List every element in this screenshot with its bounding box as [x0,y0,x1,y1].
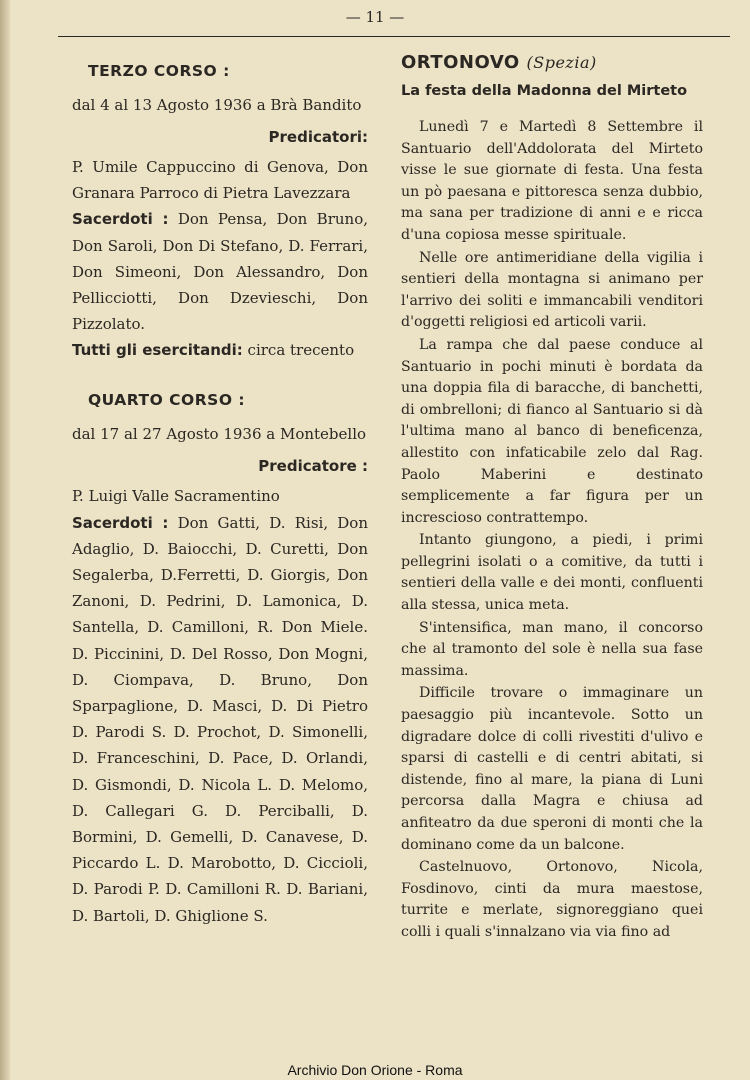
header-rule [58,36,730,37]
page-number: — 11 — [345,8,405,26]
left-column [72,52,368,929]
course3-priests-label: Sacerdoti : [72,210,169,229]
archive-footer: Archivio Don Orione - Roma [287,1062,463,1078]
course3-title: TERZO CORSO : [88,62,230,80]
article-paragraph: Lunedì 7 e Martedì 8 Settembre il Santuario dell'Addolorata del Mirteto visse le sue giornate di festa. Una festa un pò paesana e pittoresca senza dubbio, ma sana per tradizione di anni e e ricca d'una copiosa messe spirituale. [401,119,703,243]
course3-total-value: circa trecento [247,341,355,360]
course3-dates: dal 4 al 13 Agosto 1936 a Brà Bandito [72,96,362,114]
course4-role-label: Predicatore : [258,457,368,476]
article-paragraph: Intanto giungono, a piedi, i primi pellegrini isolati o a comitive, da tutti i sentieri della valle e dei monti, confluenti alla stessa, unica meta. [401,532,703,614]
course3-body [72,154,368,337]
course4-dates: dal 17 al 27 Agosto 1936 a Montebello [72,425,367,444]
right-column [401,52,703,944]
article-paragraph: La rampa che dal paese conduce al Santuario in pochi minuti è bordata da una doppia fila di baracche, di banchetti, di ombrelloni; di fianco al Santuario si dà l'ultima mano al banco di beneficenza, allestito con infaticabile zelo dal Rag. Paolo Maberini e destinato semplicemente a far figura per un increscioso contrattempo. [401,336,703,526]
article-paragraph: Castelnuovo, Ortonovo, Nicola, Fosdinovo, cinti da mura maestose, turrite e merlate, signoreggiano quei colli i quali s'innalzano via via fino ad [401,859,703,940]
course4-title: QUARTO CORSO : [88,391,246,410]
course4-priests: Don Gatti, D. Risi, Don Adaglio, D. Baiocchi, D. Curetti, Don Segalerba, D.Ferretti, D. Giorgis, Don Zanoni, D. Pedrini, D. Lamonica, D. Santella, D. Camilloni, R. Don Miele. D. Piccinini, D. Del Rosso, Don Mogni, D. Ciompava, D. Bruno, Don Sparpaglione, D. Masci, D. Di Pietro D. Parodi S. D. Prochot, D. Simonelli, D. Franceschini, D. Pace, D. Orlandi, D. Gismondi, D. Nicola L. D. Melomo, D. Callegari G. D. Perciballi, D. Bormini, D. Gemelli, D. Canavese, D. Piccardo L. D. Marobotto, D. Ciccioli, D. Parodi P. D. Camilloni R. D. Bariani, D. Bartoli, D. Ghiglione S. [72,513,368,925]
article-place: ORTONOVO [401,52,520,73]
course3-role-label: Predicatori: [268,128,368,146]
article-paragraph: Difficile trovare o immaginare un paesaggio più incantevole. Sotto un digradare dolce di colli rivestiti d'ulivo e sparsi di castelli e di centri abitati, si distende, fino al mare, la piana di Luni percorsa dalla Magra e chiusa ad anfiteatro da due speroni di monti che la dominano come da un balcone. [401,685,703,853]
course4-body [72,483,368,928]
article-body [401,117,703,944]
article-subtitle: La festa della Madonna del Mirteto [401,83,688,99]
article-title [401,52,703,73]
course4-preacher: P. Luigi Valle Sacramentino [72,487,280,506]
course3-preachers: P. Umile Cappuccino di Genova, Don Granara Parroco di Pietra Lavezzara [72,158,368,203]
course3-priests: Don Pensa, Don Bruno, Don Saroli, Don Di Stefano, D. Ferrari, Don Simeoni, Don Alessandro, Don Pellicciotti, Don Dzevieschi, Don Pizzolato. [72,210,368,334]
article-region: (Spezia) [526,53,597,72]
article-paragraph: S'intensifica, man mano, il concorso che al tramonto del sole è nella sua fase massima. [401,619,703,679]
page-binding-edge [0,0,10,1080]
course3-total-label: Tutti gli esercitandi: [72,341,243,360]
course3-total [72,337,368,363]
article-paragraph: Nelle ore antimeridiane della vigilia i sentieri della montagna si animano per l'arrivo dei soliti e immancabili venditori d'oggetti religiosi ed articoli varii. [401,249,703,331]
course4-priests-label: Sacerdoti : [72,513,169,532]
